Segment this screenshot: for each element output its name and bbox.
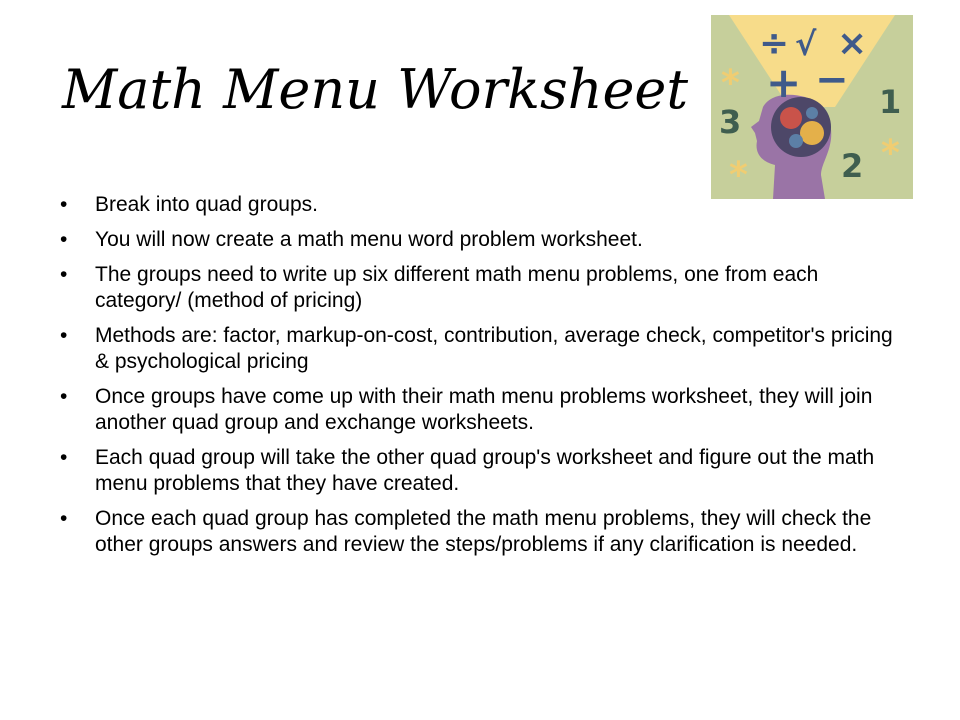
bullet-item xyxy=(60,323,900,375)
gear-blue-small-icon xyxy=(806,107,818,119)
bullet-item xyxy=(60,262,900,314)
math-head-clipart xyxy=(711,15,913,199)
minus-symbol: − xyxy=(815,57,849,103)
bullet-text: Once each quad group has completed the math menu problems, they will check the other groups answers and review the steps/problems if any clarification is needed. xyxy=(95,507,872,556)
bullet-item xyxy=(60,227,900,253)
bullet-dot-icon: • xyxy=(60,263,68,286)
bullet-text: Each quad group will take the other quad group's worksheet and figure out the math menu problems that they have created. xyxy=(95,446,875,495)
number-three: 3 xyxy=(719,103,742,141)
gear-yellow-icon xyxy=(800,121,824,145)
number-one: 1 xyxy=(879,83,902,121)
bullet-dot-icon: • xyxy=(60,228,68,251)
bullet-dot-icon: • xyxy=(60,507,68,530)
bullet-dot-icon: • xyxy=(60,193,68,216)
gear-red-icon xyxy=(780,107,802,129)
bullet-item xyxy=(60,192,900,218)
root-symbol: √ xyxy=(795,25,817,63)
bullet-item xyxy=(60,384,900,436)
number-two: 2 xyxy=(841,147,864,185)
bullet-item xyxy=(60,445,900,497)
star-icon: * xyxy=(729,155,748,196)
bullet-dot-icon: • xyxy=(60,446,68,469)
bullet-text: Break into quad groups. xyxy=(95,193,318,216)
plus-symbol: + xyxy=(766,58,802,107)
bullet-dot-icon: • xyxy=(60,324,68,347)
bullet-list xyxy=(60,192,900,567)
star-icon: * xyxy=(881,133,900,174)
star-icon: * xyxy=(721,63,740,104)
times-symbol: × xyxy=(837,23,868,64)
gear-blue-icon xyxy=(789,134,803,148)
bullet-text: Once groups have come up with their math menu problems worksheet, they will join another quad group and exchange worksheets. xyxy=(95,385,873,434)
bullet-text: Methods are: factor, markup-on-cost, contribution, average check, competitor's pricing & psychological pricing xyxy=(95,324,893,373)
bullet-text: You will now create a math menu word problem worksheet. xyxy=(95,228,643,251)
divide-symbol: ÷ xyxy=(759,23,790,64)
bullet-dot-icon: • xyxy=(60,385,68,408)
bullet-item xyxy=(60,506,900,558)
bullet-text: The groups need to write up six different math menu problems, one from each category/ (method of pricing) xyxy=(95,263,819,312)
slide-title: Math Menu Worksheet xyxy=(62,58,689,121)
